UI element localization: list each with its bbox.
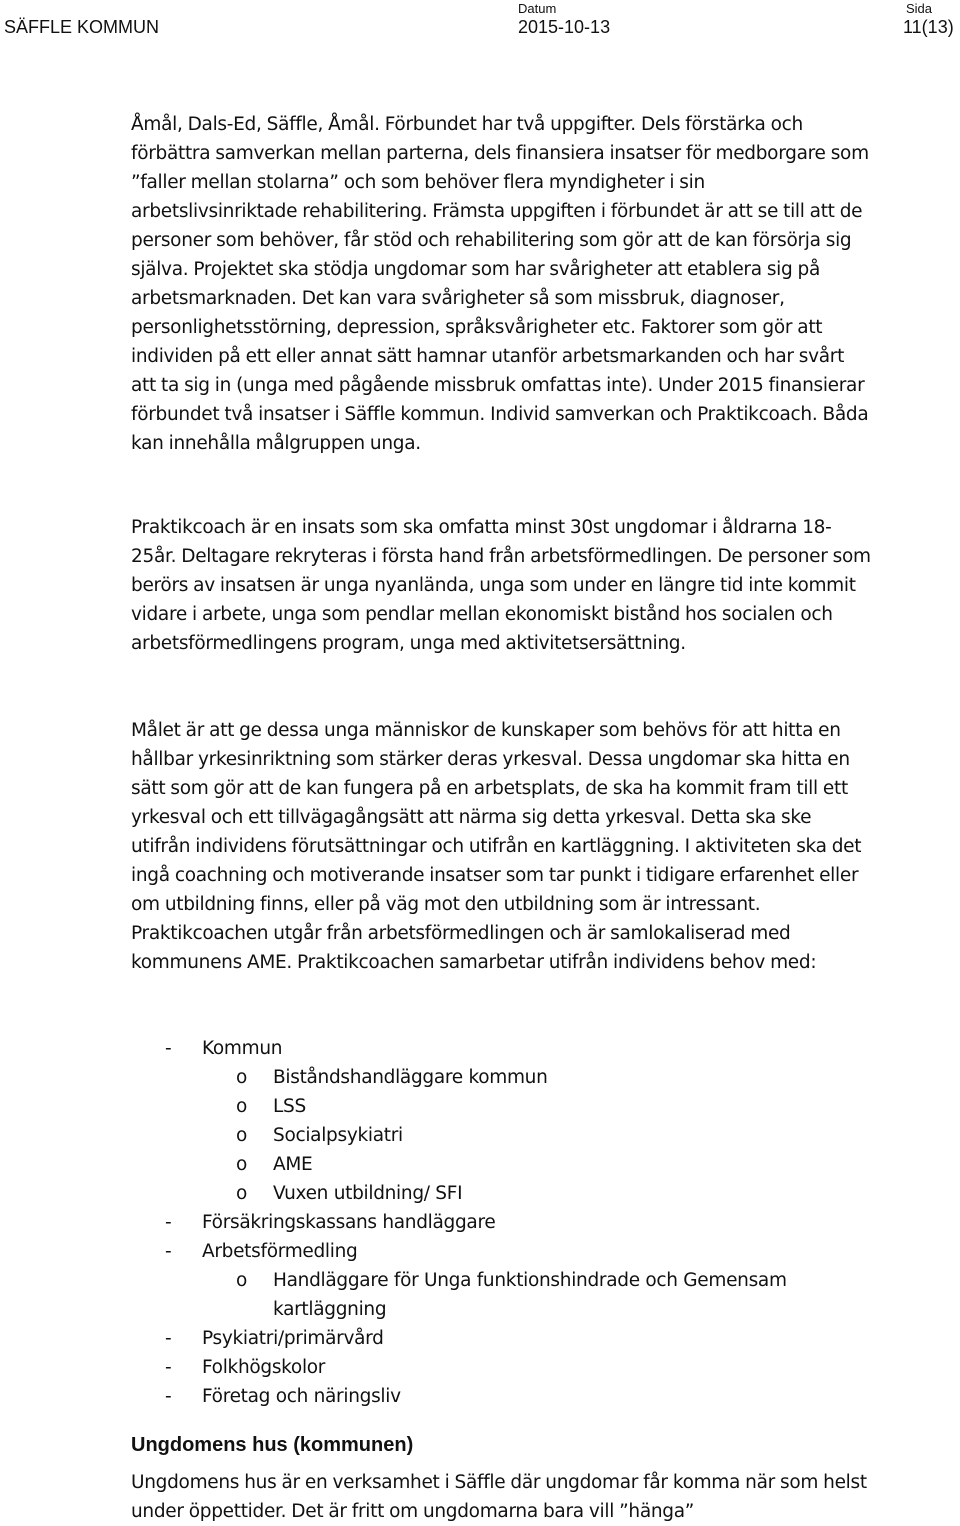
list-bullet: o	[236, 1067, 248, 1088]
document-date: 2015-10-13	[518, 17, 611, 37]
list-subitem: Handläggare för Unga funktionshindrade och Gemensam kartläggning	[273, 1270, 787, 1320]
list-item: Kommun	[202, 1038, 283, 1059]
list-item: Företag och näringsliv	[202, 1386, 401, 1407]
paragraph-malet: Målet är att ge dessa unga människor de kunskaper som behövs för att hitta en hållbar yrkesinriktning som stärker deras yrkesval. Dessa ungdomar ska hitta en sätt som gör att de kan fungera på en arbetsplats, de ska ha kommit fram till ett yrkesval och ett tillvägagångsätt att närma sig detta yrkesval. Detta ska ske utifrån individens förutsättningar och utifrån en kartläggning. I aktiviteten ska det ingå coachning och motiverande insatser som tar punkt i tidigare erfarenhet eller om utbildning finns, eller på väg mot den utbildning som är intressant. Praktikcoachen utgår från arbetsförmedlingen och är samlokaliserad med kommunens AME. Praktikcoachen samarbetar utifrån individens behov med:	[131, 720, 862, 973]
list-bullet: o	[236, 1125, 248, 1146]
list-subitem: Biståndshandläggare kommun	[273, 1067, 548, 1088]
list-dash: -	[165, 1386, 172, 1407]
list-dash: -	[165, 1241, 172, 1262]
list-bullet: o	[236, 1270, 248, 1291]
list-item: Arbetsförmedling	[202, 1241, 358, 1262]
list-bullet: o	[236, 1183, 248, 1204]
list-subitem: LSS	[273, 1096, 306, 1117]
page-number: 11(13)	[903, 17, 954, 37]
list-item: Folkhögskolor	[202, 1357, 326, 1378]
list-subitem: Vuxen utbildning/ SFI	[273, 1183, 463, 1204]
list-bullet: o	[236, 1154, 248, 1175]
paragraph-ungdomens-hus: Ungdomens hus är en verksamhet i Säffle där ungdomar får komma när som helst under öppettider. Det är fritt om ungdomarna bara vill ”hänga”	[131, 1472, 867, 1522]
list-subitem: Socialpsykiatri	[273, 1125, 403, 1146]
list-dash: -	[165, 1212, 172, 1233]
list-item: Psykiatri/primärvård	[202, 1328, 384, 1349]
list-dash: -	[165, 1038, 172, 1059]
list-bullet: o	[236, 1096, 248, 1117]
list-dash: -	[165, 1328, 172, 1349]
list-dash: -	[165, 1357, 172, 1378]
list-subitem: AME	[273, 1154, 313, 1175]
section-heading: Ungdomens hus (kommunen)	[131, 1434, 414, 1456]
organization-name: SÄFFLE KOMMUN	[4, 17, 160, 37]
date-label: Datum	[518, 1, 557, 16]
list-item: Försäkringskassans handläggare	[202, 1212, 496, 1233]
page-label: Sida	[906, 1, 933, 16]
paragraph-praktikcoach: Praktikcoach är en insats som ska omfatta minst 30st ungdomar i åldrarna 18-25år. Deltagare rekryteras i första hand från arbetsförmedlingen. De personer som berörs av insatsen är unga nyanlända, unga som under en längre tid inte kommit vidare i arbete, unga som pendlar mellan ekonomiskt bistånd hos socialen och arbetsförmedlingens program, unga med aktivitetsersättning.	[131, 517, 871, 654]
paragraph-forbundet: Åmål, Dals-Ed, Säffle, Åmål. Förbundet har två uppgifter. Dels förstärka och förbättra samverkan mellan parterna, dels finansiera insatser för medborgare som ”faller mellan stolarna” och som behöver flera myndigheter i sin arbetslivsinriktade rehabilitering. Främsta uppgiften i förbundet är att se till att de personer som behöver, får stöd och rehabilitering som gör att de kan försörja sig själva. Projektet ska stödja ungdomar som har svårigheter att etablera sig på arbetsmarknaden. Det kan vara svårigheter så som missbruk, diagnoser, personlighetsstörning, depression, språksvårigheter etc. Faktorer som gör att individen på ett eller annat sätt hamnar utanför arbetsmarkanden och har svårt att ta sig in (unga med pågående missbruk omfattas inte). Under 2015 finansierar förbundet två insatser i Säffle kommun. Individ samverkan och Praktikcoach. Båda kan innehålla målgruppen unga.	[131, 114, 869, 454]
